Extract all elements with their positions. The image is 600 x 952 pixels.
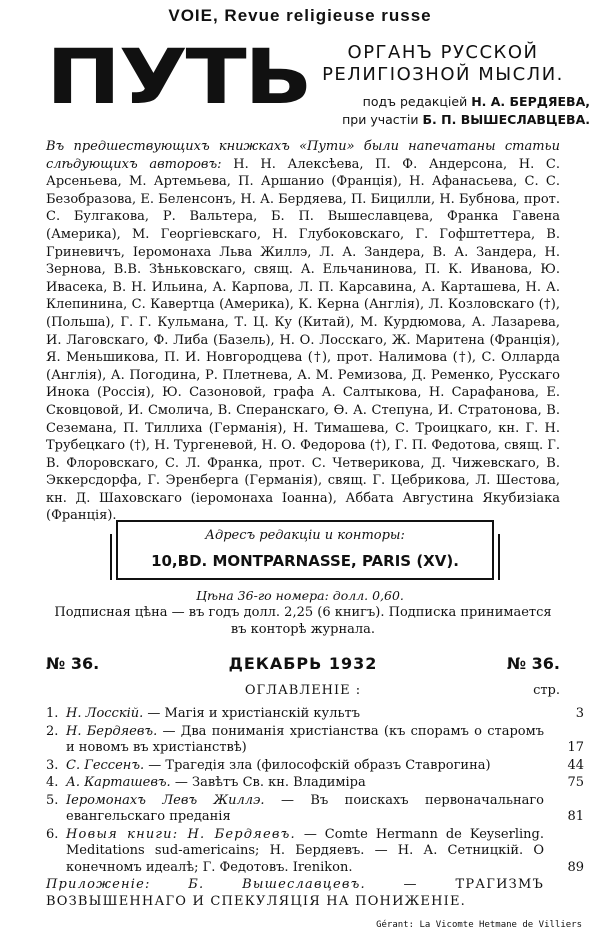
toc-item-page: 3 [575,706,584,721]
toc-item-number: 6. [46,826,59,842]
journal-subtitle [300,42,586,86]
toc-item-text [46,877,544,910]
toc-item-title: — Два пониманія христіанства (къ спорамъ о старомъ и новомъ въ христіанствѣ) [66,723,544,755]
toc-item-author: Н. Лосскій. [66,706,144,721]
issue-price: Цѣна 36-го номера: долл. 0,60. [196,588,404,603]
toc-item [46,877,584,910]
toc-item-page: 81 [567,809,584,824]
toc-item [46,775,584,792]
toc-item-author: Приложеніе: Б. Вышеславцевъ. [46,877,366,892]
subtitle-line-1: ОРГАНЪ РУССКОЙ [347,42,539,63]
toc-item-text [66,775,544,792]
toc-page-heading: стр. [533,683,560,698]
toc-item-author: Іеромонахъ Левъ Жиллэ. [66,792,265,808]
toc-item-title: — ТРАГИЗМЪ ВОЗВЫШЕННАГО И СПЕКУЛЯЦІЯ НА ПОНИЖЕНІЕ. [46,877,544,909]
table-of-contents [46,706,584,911]
toc-item-text [66,758,544,775]
subscription-info: Подписная цѣна — въ годъ долл. 2,25 (6 книгъ). Подписка принимается въ конторѣ журнала. [54,605,552,637]
address-label: Адресъ редакціи и конторы: [205,528,405,543]
gerant-line: Gérant: La Vicomte Hetmane de Villiers [376,920,582,930]
toc-item-title: — Завѣтъ Св. кн. Владиміра [170,775,366,790]
toc-item-text [66,793,544,826]
toc-item-title: — Магія и христіанскій культъ [143,706,360,721]
toc-item [46,706,584,723]
authors-paragraph [46,138,560,525]
participation-prefix: при участіи [342,112,423,127]
toc-heading: ОГЛАВЛЕНІЕ : [244,683,362,698]
toc-item-title: — Трагедія зла (философскій образъ Ставрогина) [144,757,491,773]
issue-number-right: № 36. [506,654,560,673]
participation-name: Б. П. ВЫШЕСЛАВЦЕВА. [422,112,590,127]
address-box [116,520,494,580]
french-title: VOIE, Revue religieuse russe [168,6,432,25]
toc-item-title: — Comte Hermann de Keyserling. Meditations sud-americains; Н. Бердяевъ. — Н. А. Сетницкій. О конечномъ идеалѣ; Г. Федотовъ. Irenikon. [66,826,544,875]
toc-item-text [66,706,544,723]
authors-list: Н. Н. Алексѣева, П. Ф. Андерсона, Н. С. Арсеньева, М. Артемьева, П. Аршанио (Франція), Н. Афанасьева, С. С. Безобразова, Е. Беленсонъ, Н. А. Бердяева, П. Бицилли, Н. Бубнова, прот. С. Булгакова, Р. Вальтера, Б. П. Вышеславцева, Франка Гавена (Америка), М. Георгіевскаго, Н. Глубоковскаго, Г. Гофштеттера, В. Гриневичъ, Іеромонаха Льва Жиллэ, Л. А. Зандера, В. А. Зандера, Н. Зернова, В.В. Зѣньковскаго, свящ. А. Ельчанинова, П. К. Иванова, Ю. Ивасека, В. Н. Ильина, А. Карпова, Л. П. Карсавина, А. Карташева, Н. А. Клепинина, С. Кавертца (Америка), К. Керна (Англія), Л. Козловскаго (†), (Польша), Г. Г. Кульмана, Т. Ц. Ку (Китай), М. Курдюмова, А. Лазарева, И. Лаговскаго, Ф. Либа (Базель), Н. О. Лосскаго, Ж. Маритена (Франція), Я. Меньшикова, П. И. Новгородцева (†), прот. Налимова (†), С. Олларда (Англія), А. Погодина, Р. Плетнева, А. М. Ремизова, Д. Ременко, Русскаго Инока (Россія), Ю. Сазоновой, графа А. Салтыкова, Н. Сарафанова, Е. Сковцовой, И. Смолича, В. Сперанскаго, Ѳ. А. Степуна, И. Стратонова, В. Сеземана, П. Тиллиха (Германія), Н. Тимашева, С. Троицкаго, кн. Г. Н. Трубецкаго (†), Н. Тургеневой, Н. О. Федорова (†), Г. П. Федотова, свящ. Г. В. Флоровскаго, С. Л. Франка, прот. С. Четверикова, Д. Чижевскаго, В. Эккерсдорфа, Г. Эренберга (Германія), свящ. Г. Цебрикова, Л. Шестова, кн. Д. Шаховскаго (іеромонаха Іоанна), Аббата Августина Якубизіака (Франція). [46,156,560,524]
toc-item-page: 75 [567,775,584,790]
issue-date: ДЕКАБРЬ 1932 [228,654,378,673]
toc-item-number: 2. [46,723,59,739]
toc-item-number: 3. [46,757,59,773]
journal-logo: ПУТЬ [46,32,311,121]
toc-item-text [66,724,544,757]
toc-item-number: 1. [46,706,59,721]
toc-item-page: 89 [567,859,584,875]
toc-item-number: 5. [46,792,59,808]
toc-item-page: 44 [567,757,584,773]
toc-item [46,724,584,757]
editor-line [290,93,590,111]
subtitle-line-2: РЕЛИГІОЗНОЙ МЫСЛИ. [322,64,564,85]
toc-item-number: 4. [46,775,59,790]
toc-item-title: — Въ поискахъ первоначальнаго евангельскаго преданія [66,792,544,824]
address-value: 10,BD. MONTPARNASSE, PARIS (XV). [151,552,459,570]
participation-line [290,111,590,129]
toc-item-author: С. Гессенъ. [66,757,145,773]
toc-item-author: Н. Бердяевъ. [66,723,158,739]
toc-item-text [66,827,544,877]
toc-item-author: Новыя книги: Н. Бердяевъ. [66,826,296,842]
issue-number-left: № 36. [46,654,100,673]
toc-item-author: А. Карташевъ. [66,775,171,790]
authors-lead: Въ предшествующихъ книжкахъ «Пути» были напечатаны статьи слѣдующихъ авторовъ: [46,139,560,172]
toc-item-page: 17 [567,740,584,755]
toc-item [46,827,584,877]
toc-item [46,758,584,775]
editor-name: Н. А. БЕРДЯЕВА, [471,94,590,109]
toc-item [46,793,584,826]
editors-block [290,93,590,129]
editor-prefix: подъ редакціей [362,94,472,109]
